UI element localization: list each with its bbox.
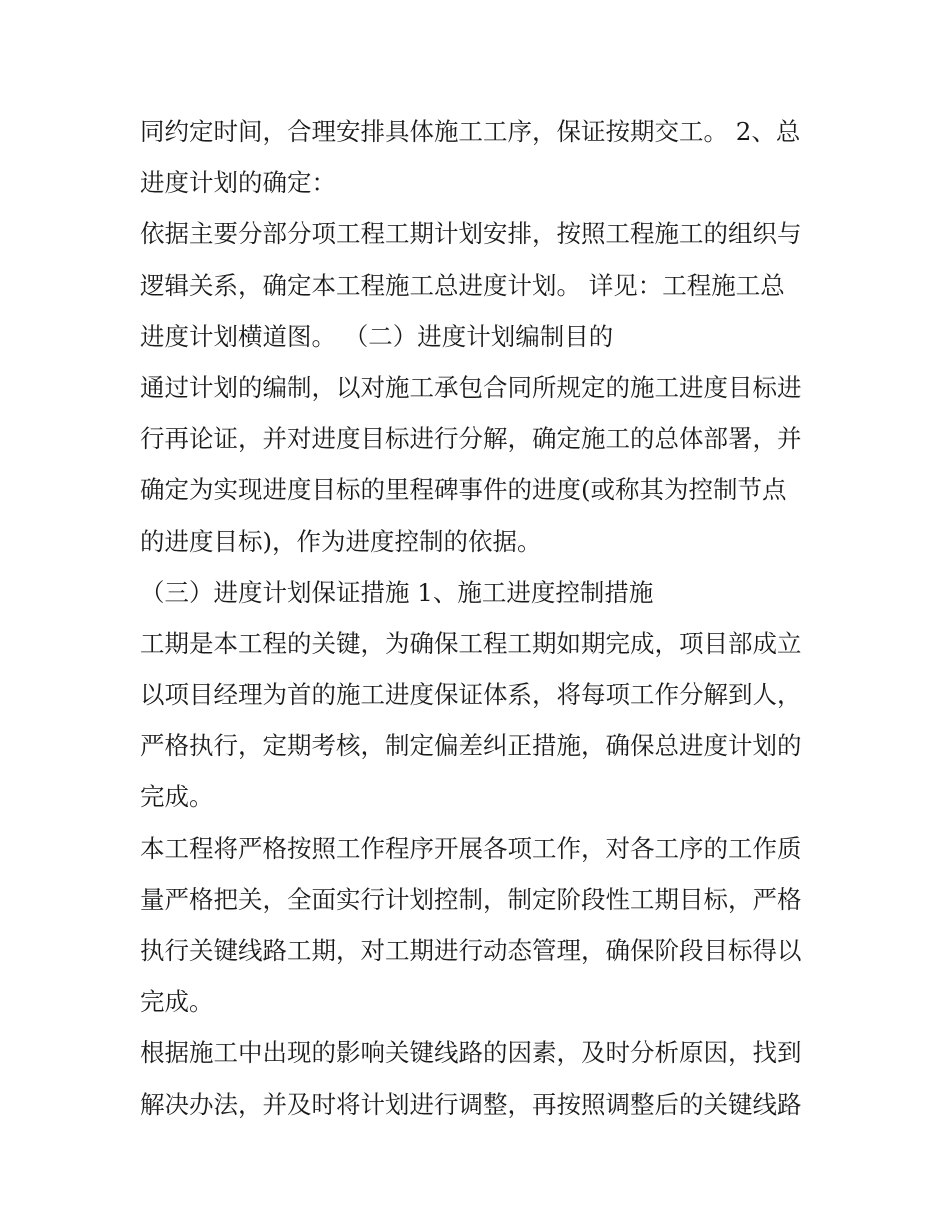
text-line: 完成。: [140, 987, 214, 1017]
text-line: 工期是本工程的关键，为确保工程工期如期完成，项目部成立: [140, 628, 802, 658]
text-line: 以项目经理为首的施工进度保证体系，将每项工作分解到人，: [140, 680, 802, 710]
text-line: 根据施工中出现的影响关键线路的因素，及时分析原因，找到: [140, 1038, 802, 1068]
text-line: 量严格把关，全面实行计划控制，制定阶段性工期目标，严格: [140, 884, 802, 914]
document-body: [140, 106, 820, 1130]
text-line: 执行关键线路工期，对工期进行动态管理，确保阶段目标得以: [140, 936, 802, 965]
text-line: 进度计划的确定：: [140, 168, 336, 198]
text-line: 行再论证，并对进度目标进行分解，确定施工的总体部署，并: [140, 424, 802, 454]
text-line: 同约定时间，合理安排具体施工工序，保证按期交工。 2、总: [140, 117, 801, 146]
text-line: 确定为实现进度目标的里程碑事件的进度(或称其为控制节点: [140, 475, 787, 505]
text-line: （三）进度计划保证措施 1、施工进度控制措施: [140, 577, 654, 607]
text-line: 通过计划的编制，以对施工承包合同所规定的施工进度目标进: [140, 372, 802, 402]
text-line: 完成。: [140, 782, 214, 812]
text-line: 的进度目标)，作为进度控制的依据。: [140, 526, 542, 556]
text-line: 进度计划横道图。 （二）进度计划编制目的: [140, 321, 614, 351]
text-line: 严格执行，定期考核，制定偏差纠正措施，确保总进度计划的: [140, 731, 802, 761]
text-line: 逻辑关系，确定本工程施工总进度计划。 详见：工程施工总: [140, 270, 785, 300]
text-line: 本工程将严格按照工作程序开展各项工作，对各工序的工作质: [140, 833, 802, 863]
text-line: 解决办法，并及时将计划进行调整，再按照调整后的关键线路: [140, 1089, 802, 1119]
text-line: 依据主要分部分项工程工期计划安排，按照工程施工的组织与: [140, 219, 802, 249]
